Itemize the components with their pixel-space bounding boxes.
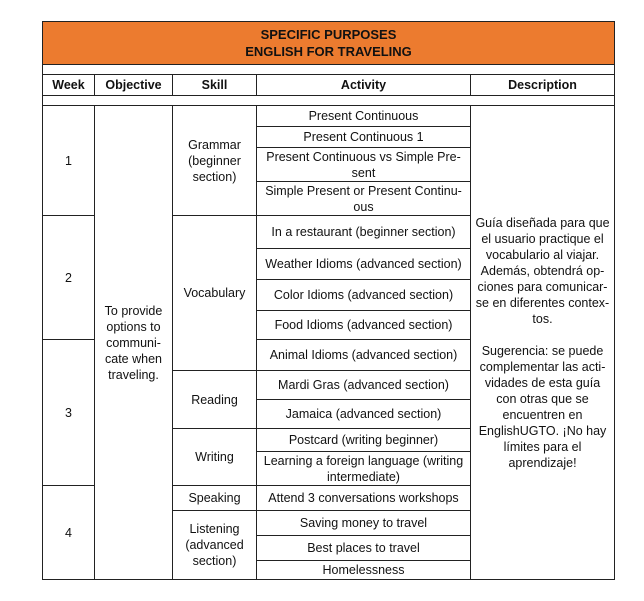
activity-cell: Color Idioms (advanced section) [257,280,471,311]
activity-cell: Simple Present or Present Continu-ous [257,182,471,216]
description-cell [471,106,615,580]
activity-cell: Attend 3 conversations workshops [257,486,471,511]
skill-listening: Listening (advanced section) [173,511,257,580]
week-cell-4: 4 [43,486,95,580]
activity-cell: Present Continuous 1 [257,127,471,148]
header-week: Week [43,75,95,96]
header-row [43,75,615,96]
skill-speaking: Speaking [173,486,257,511]
week-cell-1: 1 [43,106,95,216]
activity-cell: Weather Idioms (advanced section) [257,249,471,280]
description-paragraph-2: Sugerencia: se puede complementar las acti-vidades de esta guía con otras que se encuentren en EnglishUGTO. ¡No hay límites para el aprendizaje! [478,343,607,470]
skill-reading: Reading [173,371,257,429]
table-row [43,106,615,127]
activity-cell: In a restaurant (beginner section) [257,216,471,249]
skill-grammar: Grammar (beginner section) [173,106,257,216]
guide-table [42,21,615,580]
description-paragraph-1: Guía diseñada para que el usuario practique el vocabulario al viajar. Además, obtendrá op-ciones para comunicar-se en diferentes contex-tos. [475,215,610,326]
activity-cell: Learning a foreign language (writing intermediate) [257,452,471,486]
activity-cell: Jamaica (advanced section) [257,400,471,429]
title-line-1: SPECIFIC PURPOSES [260,27,397,42]
activity-cell: Present Continuous vs Simple Pre-sent [257,148,471,182]
header-description: Description [471,75,615,96]
skill-writing: Writing [173,429,257,486]
week-cell-3: 3 [43,340,95,486]
activity-cell: Best places to travel [257,536,471,561]
title-banner-cell [43,22,615,65]
activity-cell: Present Continuous [257,106,471,127]
activity-cell: Saving money to travel [257,511,471,536]
objective-cell: To provide options to communi-cate when traveling. [95,106,173,580]
week-cell-2: 2 [43,216,95,340]
activity-cell: Animal Idioms (advanced section) [257,340,471,371]
activity-cell: Mardi Gras (advanced section) [257,371,471,400]
title-line-2: ENGLISH FOR TRAVELING [245,44,412,59]
spacer-row [43,96,615,106]
header-activity: Activity [257,75,471,96]
header-objective: Objective [95,75,173,96]
activity-cell: Homelessness [257,561,471,580]
guide-document [42,21,614,580]
spacer-row [43,65,615,75]
header-skill: Skill [173,75,257,96]
skill-vocabulary: Vocabulary [173,216,257,371]
activity-cell: Food Idioms (advanced section) [257,311,471,340]
activity-cell: Postcard (writing beginner) [257,429,471,452]
title-banner [43,22,615,65]
